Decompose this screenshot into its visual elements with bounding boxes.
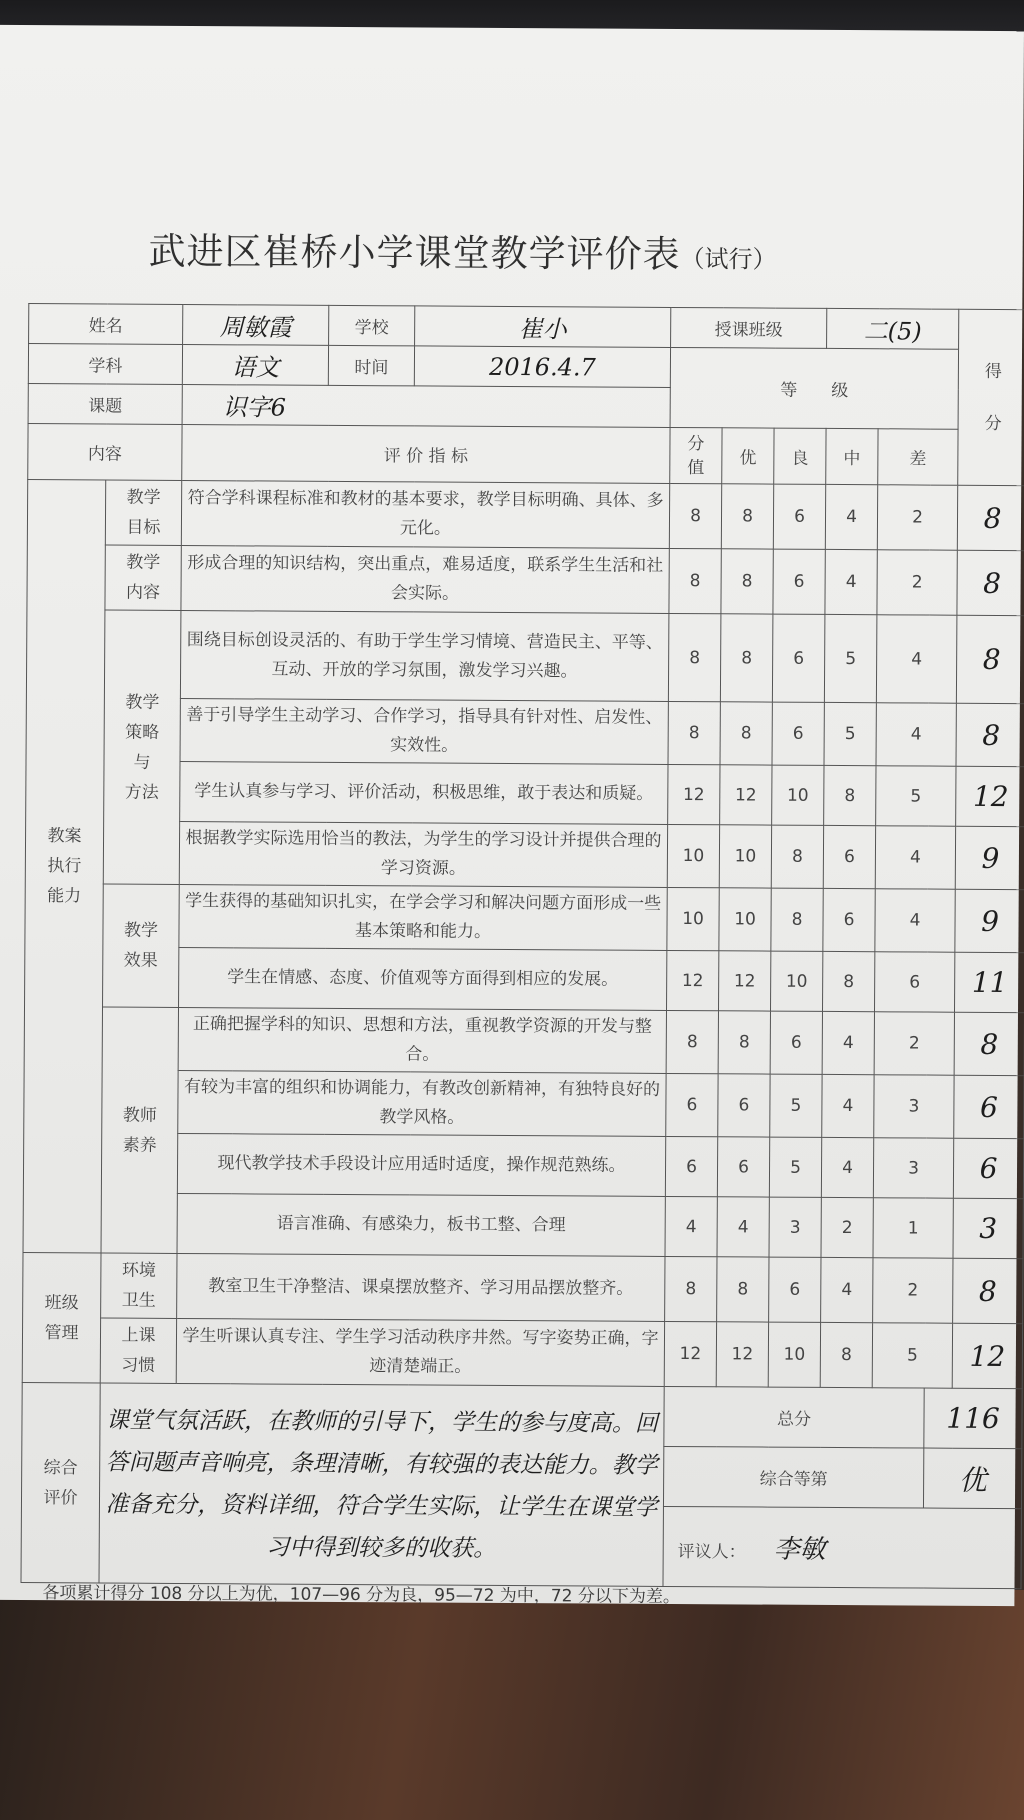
level-value: 优 (923, 1448, 1021, 1509)
reviewer-cell (663, 1506, 1022, 1588)
good-cell: 8 (771, 825, 823, 888)
indicator-cell: 形成合理的知识结构，突出重点，难易适度，联系学生生活和社会实际。 (181, 545, 669, 613)
section-habit: 上课 习惯 (100, 1318, 176, 1383)
excellent-cell: 6 (717, 1137, 769, 1197)
medium-header: 中 (826, 428, 878, 484)
score-cell: 8 (954, 1012, 1024, 1075)
good-cell: 8 (771, 888, 823, 951)
excellent-cell: 12 (716, 1322, 768, 1387)
points-cell: 8 (669, 483, 721, 548)
section-quality: 教师 素养 (101, 1007, 179, 1253)
poor-cell: 2 (873, 1258, 953, 1323)
indicator-cell: 学生获得的基础知识扎实，在学会学习和解决问题方面形成一些基本策略和能力。 (179, 884, 667, 950)
indicator-cell: 学生听课认真专注、学生学习活动秩序井然。写字姿势正确，字迹清楚端正。 (176, 1318, 664, 1386)
name-value: 周敏霞 (183, 304, 329, 345)
score-cell: 9 (955, 826, 1024, 889)
poor-header: 差 (878, 429, 958, 485)
score-cell: 12 (956, 766, 1024, 826)
good-cell: 6 (770, 1011, 822, 1074)
title-subtitle: （试行） (680, 245, 777, 274)
time-value: 2016.4.7 (414, 346, 670, 388)
medium-cell: 4 (825, 484, 877, 549)
indicator-cell: 教室卫生干净整洁、课桌摆放整齐、学习用品摆放整齐。 (177, 1253, 665, 1321)
poor-cell: 3 (874, 1075, 954, 1138)
medium-cell: 4 (825, 549, 877, 614)
excellent-cell: 8 (720, 702, 772, 765)
indicator-cell: 学生在情感、态度、价值观等方面得到相应的发展。 (179, 947, 667, 1010)
time-label: 时间 (328, 345, 414, 386)
section-execution: 教案 执行 能力 (23, 480, 106, 1253)
excellent-cell: 12 (719, 951, 771, 1011)
section-environment: 环境 卫生 (101, 1253, 177, 1318)
score-cell: 6 (954, 1075, 1024, 1138)
poor-cell: 4 (875, 826, 955, 889)
sheet-title (148, 221, 908, 280)
excellent-cell: 6 (718, 1074, 770, 1137)
poor-cell: 4 (876, 615, 957, 703)
score-cell: 8 (957, 485, 1024, 550)
medium-cell: 5 (824, 614, 877, 702)
excellent-cell: 4 (717, 1197, 769, 1257)
indicator-cell: 语言准确、有感染力，板书工整、合理 (177, 1193, 665, 1256)
score-cell: 11 (955, 952, 1024, 1012)
score-cell: 12 (952, 1323, 1022, 1388)
table-row (27, 480, 1024, 551)
overall-comment: 课堂气氛活跃，在教师的引导下，学生的参与度高。回答问题声音响亮，条理清晰，有较强的表达能力。教学准备充分，资料详细，符合学生实际，让学生在课堂学习中得到较多的收获。 (105, 1407, 659, 1562)
background-table-surface (0, 1590, 1024, 1820)
subject-value: 语文 (182, 344, 328, 385)
good-cell: 6 (773, 549, 825, 614)
school-label: 学校 (329, 305, 415, 346)
score-cell: 8 (957, 550, 1024, 615)
excellent-cell: 8 (721, 549, 773, 614)
points-cell: 4 (665, 1196, 717, 1256)
score-cell: 8 (953, 1258, 1023, 1323)
header-row-1 (29, 304, 1024, 350)
good-cell: 6 (772, 702, 824, 765)
class-label: 授课班级 (671, 307, 827, 348)
points-cell: 6 (665, 1136, 717, 1196)
excellent-cell: 8 (720, 614, 773, 702)
points-cell: 12 (664, 1321, 716, 1386)
score-cell: 3 (953, 1198, 1023, 1258)
column-header-row (28, 424, 1024, 486)
good-cell: 6 (772, 614, 825, 702)
indicator-cell: 学生认真参与学习、评价活动，积极思维，敢于表达和质疑。 (180, 761, 668, 824)
medium-cell: 4 (821, 1257, 873, 1322)
overall-comment-cell (99, 1383, 664, 1586)
evaluation-table (20, 303, 1024, 1589)
good-cell: 10 (772, 765, 824, 825)
good-cell: 10 (770, 951, 822, 1011)
class-value: 二(5) (827, 308, 959, 349)
good-cell: 10 (768, 1322, 820, 1387)
medium-cell: 8 (820, 1322, 872, 1387)
grade-header: 等 级 (670, 347, 959, 429)
medium-cell: 6 (823, 888, 875, 951)
section-effect: 教学 效果 (103, 884, 180, 1007)
indicator-cell: 根据教学实际选用恰当的教法，为学生的学习设计并提供合理的学习资源。 (179, 821, 667, 887)
table-row (23, 1253, 1023, 1324)
excellent-cell: 8 (721, 484, 773, 549)
indicator-header: 评 价 指 标 (182, 424, 670, 483)
points-cell: 8 (665, 1256, 717, 1321)
points-cell: 12 (668, 764, 720, 824)
poor-cell: 2 (874, 1012, 954, 1075)
medium-cell: 8 (823, 951, 875, 1011)
indicator-cell: 有较为丰富的组织和协调能力，有教改创新精神，有独特良好的教学风格。 (178, 1070, 666, 1136)
excellent-cell: 8 (718, 1011, 770, 1074)
indicator-cell: 善于引导学生主动学习、合作学习，指导具有针对性、启发性、实效性。 (180, 698, 668, 764)
score-cell: 8 (956, 703, 1024, 766)
section-objective: 教学 目标 (105, 480, 181, 545)
poor-cell: 6 (875, 952, 955, 1012)
section-content: 教学 内容 (105, 545, 181, 610)
points-cell: 10 (667, 887, 719, 950)
reviewer-signature: 李敏 (773, 1534, 826, 1565)
reviewer-label: 评议人： (677, 1542, 746, 1563)
points-header: 分 值 (670, 427, 722, 483)
points-cell: 10 (667, 824, 719, 887)
score-cell: 6 (953, 1138, 1023, 1198)
good-cell: 3 (769, 1197, 821, 1257)
total-label: 总分 (664, 1386, 924, 1448)
excellent-header: 优 (722, 428, 774, 484)
indicator-cell: 围绕目标创设灵活的、有助于学生学习情境、营造民主、平等、互动、开放的学习氛围，激发学习兴趣。 (180, 610, 669, 701)
medium-cell: 6 (823, 825, 875, 888)
good-header: 良 (774, 428, 826, 484)
excellent-cell: 10 (719, 888, 771, 951)
header-row-2 (28, 344, 1024, 390)
medium-cell: 2 (821, 1197, 873, 1257)
grading-footnote: 各项累计得分 108 分以上为优，107—96 分为良，95—72 为中，72 分以下为差。 (42, 1583, 680, 1608)
poor-cell: 5 (872, 1323, 952, 1388)
poor-cell: 2 (877, 485, 957, 550)
poor-cell: 2 (877, 550, 957, 615)
points-cell: 6 (666, 1073, 718, 1136)
indicator-cell: 符合学科课程标准和教材的基本要求，教学目标明确、具体、多元化。 (181, 480, 669, 548)
section-class-management: 班级 管理 (22, 1253, 101, 1383)
poor-cell: 1 (873, 1198, 953, 1258)
topic-label: 课题 (28, 384, 182, 425)
points-cell: 8 (668, 701, 720, 764)
section-strategy: 教学 策略 与 方法 (103, 610, 181, 884)
table-row (27, 545, 1024, 616)
medium-cell: 4 (822, 1074, 874, 1137)
school-value: 崔小 (415, 306, 671, 348)
name-label: 姓名 (29, 304, 183, 345)
medium-cell: 5 (824, 702, 876, 765)
poor-cell: 3 (873, 1138, 953, 1198)
good-cell: 5 (769, 1137, 821, 1197)
poor-cell: 5 (876, 766, 956, 826)
summary-row-total (22, 1383, 1022, 1449)
table-row (22, 1318, 1022, 1389)
table-row (24, 1007, 1024, 1076)
poor-cell: 4 (876, 703, 956, 766)
level-label: 综合等第 (663, 1446, 923, 1508)
excellent-cell: 10 (719, 825, 771, 888)
excellent-cell: 12 (720, 765, 772, 825)
total-value: 116 (924, 1388, 1022, 1449)
points-cell: 12 (667, 950, 719, 1010)
content-header: 内容 (28, 424, 182, 481)
indicator-cell: 正确把握学科的知识、思想和方法，重视教学资源的开发与整合。 (178, 1007, 666, 1073)
points-cell: 8 (668, 613, 721, 701)
overall-label: 综合 评价 (21, 1383, 100, 1583)
score-cell: 9 (955, 889, 1024, 952)
good-cell: 5 (770, 1074, 822, 1137)
excellent-cell: 8 (717, 1257, 769, 1322)
good-cell: 6 (769, 1257, 821, 1322)
points-cell: 8 (666, 1010, 718, 1073)
poor-cell: 4 (875, 889, 955, 952)
medium-cell: 8 (824, 765, 876, 825)
good-cell: 6 (773, 484, 825, 549)
subject-label: 学科 (28, 344, 182, 385)
indicator-cell: 现代教学技术手段设计应用适时适度，操作规范熟练。 (177, 1133, 665, 1196)
evaluation-sheet (0, 25, 1024, 1606)
topic-value: 识字6 (182, 384, 670, 427)
table-row (25, 884, 1024, 953)
table-row (26, 610, 1024, 704)
title-text: 武进区崔桥小学课堂教学评价表 (148, 229, 681, 277)
medium-cell: 4 (821, 1137, 873, 1197)
medium-cell: 4 (822, 1011, 874, 1074)
score-header: 得 分 (958, 309, 1024, 485)
score-cell: 8 (956, 615, 1024, 703)
points-cell: 8 (669, 548, 721, 613)
